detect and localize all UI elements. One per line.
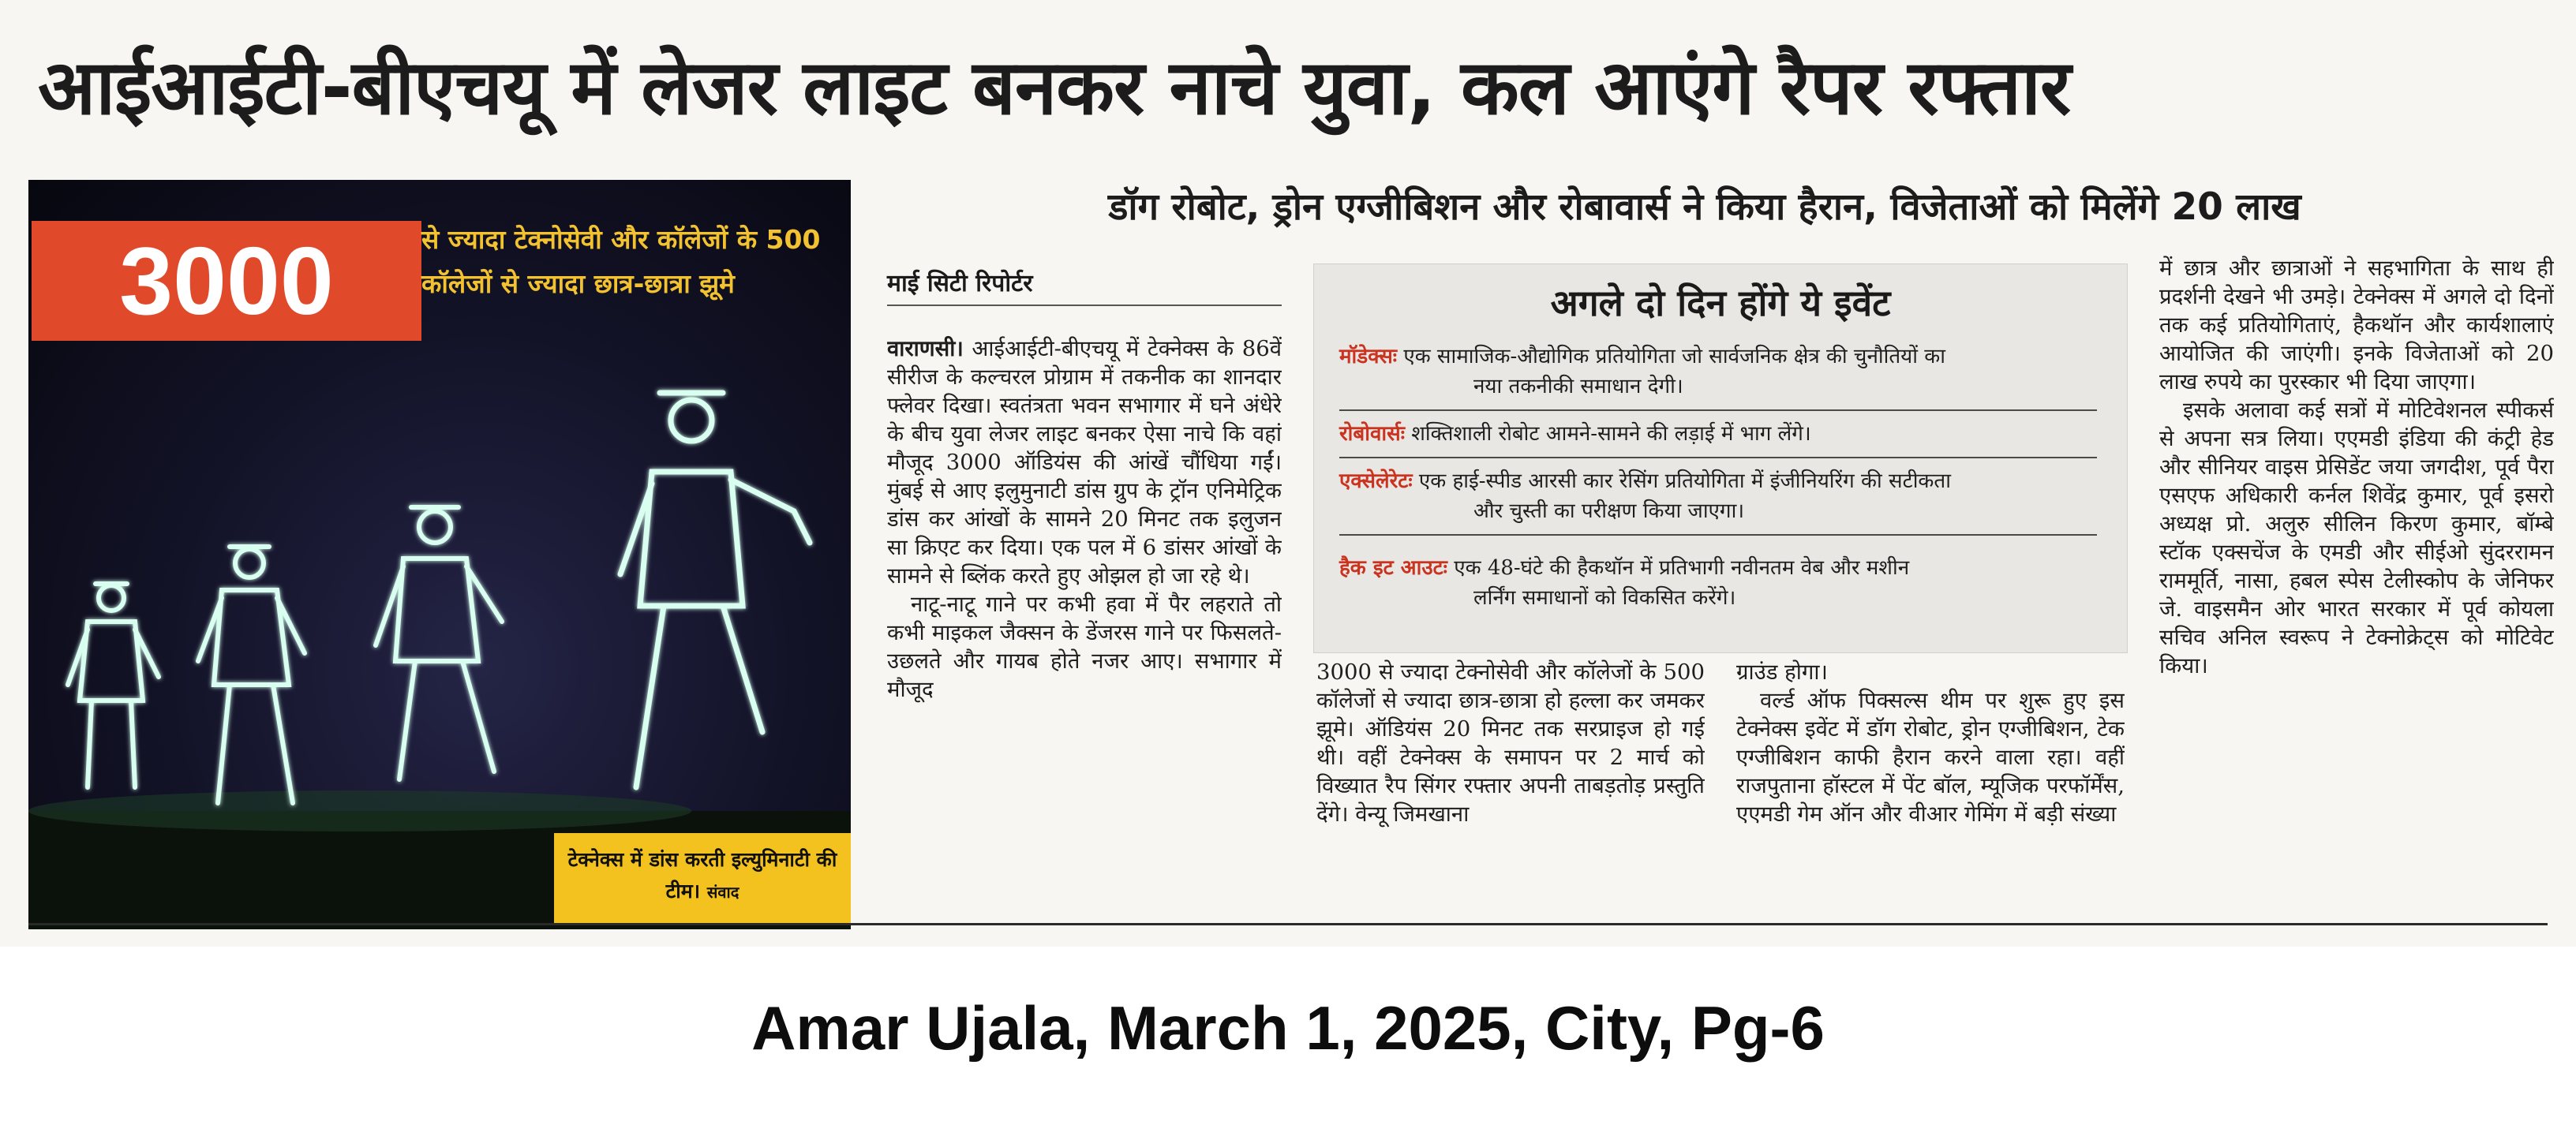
dancer-2	[198, 547, 305, 803]
divider	[1339, 534, 2097, 536]
article-column-3	[1736, 658, 2125, 910]
event-item	[1339, 342, 2097, 402]
dancer-3	[376, 507, 502, 779]
bottom-rule	[28, 923, 2548, 925]
paragraph: इसके अलावा कई सत्रों में मोटिवेशनल स्पीकर्स से अपना सत्र लिया। एएमडी इंडिया की कंट्री हेड और सीनियर वाइस प्रेसिडेंट जया जगदीश, पूर्व पैरा एसएफ अधिकारी कर्नल शिवेंद्र कुमार, पूर्व इसरो अध्यक्ष प्रो. अलुरु सीलिन किरण कुमार, बॉम्बे स्टॉक एक्सचेंज के एमडी और सीईओ सुंदररामन राममूर्ति, नासा, हबल स्पेस टेलीस्कोप के जेनिफर जे. वाइसमैन ओर भारत सरकार में पूर्व कोयला सचिव अनिल स्वरूप ने टेक्नोक्रेट्स को मोटिवेट किया।	[2159, 398, 2554, 678]
article-column-4	[2159, 254, 2554, 917]
caption-credit: संवाद	[706, 883, 739, 902]
caption-text: टेक्नेक्स में डांस करती इल्युमिनाटी की टीम।	[567, 848, 837, 902]
article-column-2	[1316, 658, 1705, 910]
article-column-1	[887, 334, 1282, 910]
event-desc: एक 48-घंटे की हैकथॉन में प्रतिभागी नवीनतम वेब और मशीन	[1454, 556, 1910, 580]
subheadline: डॉग रोबोट, ड्रोन एग्जीबिशन और रोबावार्स ने किया हैरान, विजेताओं को मिलेंगे 20 लाख	[1108, 185, 2301, 229]
paragraph: 3000 से ज्यादा टेक्नोसेवी और कॉलेजों के 500 कॉलेजों से ज्यादा छात्र-छात्रा हो हल्ला कर जमकर झूमे। ऑडियंस 20 मिनट तक सरप्राइज हो गई थी। वहीं टेक्नेक्स के समापन पर 2 मार्च को विख्यात रैप सिंगर रफ्तार अपनी ताबड़तोड़ प्रस्तुति देंगे। वेन्यू जिमखाना	[1316, 660, 1705, 827]
article-photo	[28, 180, 851, 929]
event-item	[1339, 466, 2097, 526]
paragraph: ग्राउंड होगा।	[1736, 660, 1828, 685]
events-box	[1313, 263, 2128, 653]
paragraph: नाटू-नाटू गाने पर कभी हवा में पैर लहराते तो कभी माइकल जैक्सन के डेंजरस गाने पर फिसलते-उछलते और गायब होते नजर आए। सभागार में मौजूद	[887, 592, 1282, 702]
event-name: हैक इट आउटः	[1339, 556, 1447, 580]
dateline: वाराणसी।	[887, 336, 964, 361]
highlight-text: से ज्यादा टेक्नोसेवी और कॉलेजों के 500 कॉलेजों से ज्यादा छात्र-छात्रा झूमे	[421, 224, 821, 299]
event-item	[1339, 419, 2097, 449]
headline: आईआईटी-बीएचयू में लेजर लाइट बनकर नाचे युवा, कल आएंगे रैपर रफ्तार	[38, 43, 2071, 132]
event-desc-cont: नया तकनीकी समाधान देगी।	[1473, 375, 1683, 398]
dancer-4	[620, 393, 810, 787]
photo-caption	[554, 833, 851, 925]
event-desc: शक्तिशाली रोबोट आमने-सामने की लड़ाई में भाग लेंगे।	[1411, 422, 1811, 446]
event-name: मॉडेक्सः	[1339, 345, 1398, 368]
event-name: एक्सेलेरेटः	[1339, 469, 1413, 493]
divider	[1339, 457, 2097, 458]
event-item	[1339, 553, 2097, 613]
byline: माई सिटी रिपोर्टर	[887, 262, 1282, 306]
event-desc-cont: लर्निंग समाधानों को विकसित करेंगे।	[1473, 586, 1736, 610]
event-desc: एक सामाजिक-औद्योगिक प्रतियोगिता जो सार्वजनिक क्षेत्र की चुनौतियों का	[1403, 345, 1945, 368]
event-desc: एक हाई-स्पीड आरसी कार रेसिंग प्रतियोगिता में इंजीनियरिंग की सटीकता	[1418, 469, 1951, 493]
divider	[1339, 409, 2097, 411]
event-desc-cont: और चुस्ती का परीक्षण किया जाएगा।	[1473, 499, 1745, 523]
dancer-1	[68, 584, 159, 787]
paragraph: में छात्र और छात्राओं ने सहभागिता के साथ ही प्रदर्शनी देखने भी उमड़े। टेक्नेक्स में अगले दो दिनों तक कई प्रतियोगिताएं, हैकथॉन और कार्यशालाएं आयोजित की जाएंगी। इनके विजेताओं को 20 लाख रुपये का पुरस्कार भी दिया जाएगा।	[2159, 256, 2554, 394]
paragraph: आईआईटी-बीएचयू में टेक्नेक्स के 86वें सीरीज के कल्चरल प्रोग्राम में तकनीक का शानदार फ्लेवर दिखा। स्वतंत्रता भवन सभागार में घने अंधेरे के बीच युवा लेजर लाइट बनकर ऐसा नाचे कि वहां मौजूद 3000 ऑडियंस की आंखें चौंधिया गईं। मुंबई से आए इलुमुनाटी डांस ग्रुप के ट्रॉन एनिमेट्रिक डांस कर आंखों के सामने 20 मिनट तक इलुजन सा क्रिएट कर दिया। एक पल में 6 डांसर आंखों के सामने से ब्लिंक करते हुए ओझल हो जा रहे थे।	[887, 336, 1282, 589]
source-citation: Amar Ujala, March 1, 2025, City, Pg-6	[751, 993, 1825, 1063]
highlight-number: 3000	[32, 221, 421, 341]
events-box-title: अगले दो दिन होंगे ये इवेंट	[1550, 282, 1891, 324]
paragraph: वर्ल्ड ऑफ पिक्सल्स थीम पर शुरू हुए इस टेक्नेक्स इवेंट में डॉग रोबोट, ड्रोन एग्जीबिशन, टेक एग्जीबिशन काफी हैरान करने वाला रहा। वहीं राजपुताना हॉस्टल में पेंट बॉल, म्यूजिक परफॉर्मेंस, एएमडी गेम ऑन और वीआर गेमिंग में बड़ी संख्या	[1736, 688, 2125, 827]
event-name: रोबोवार्सः	[1339, 422, 1405, 446]
